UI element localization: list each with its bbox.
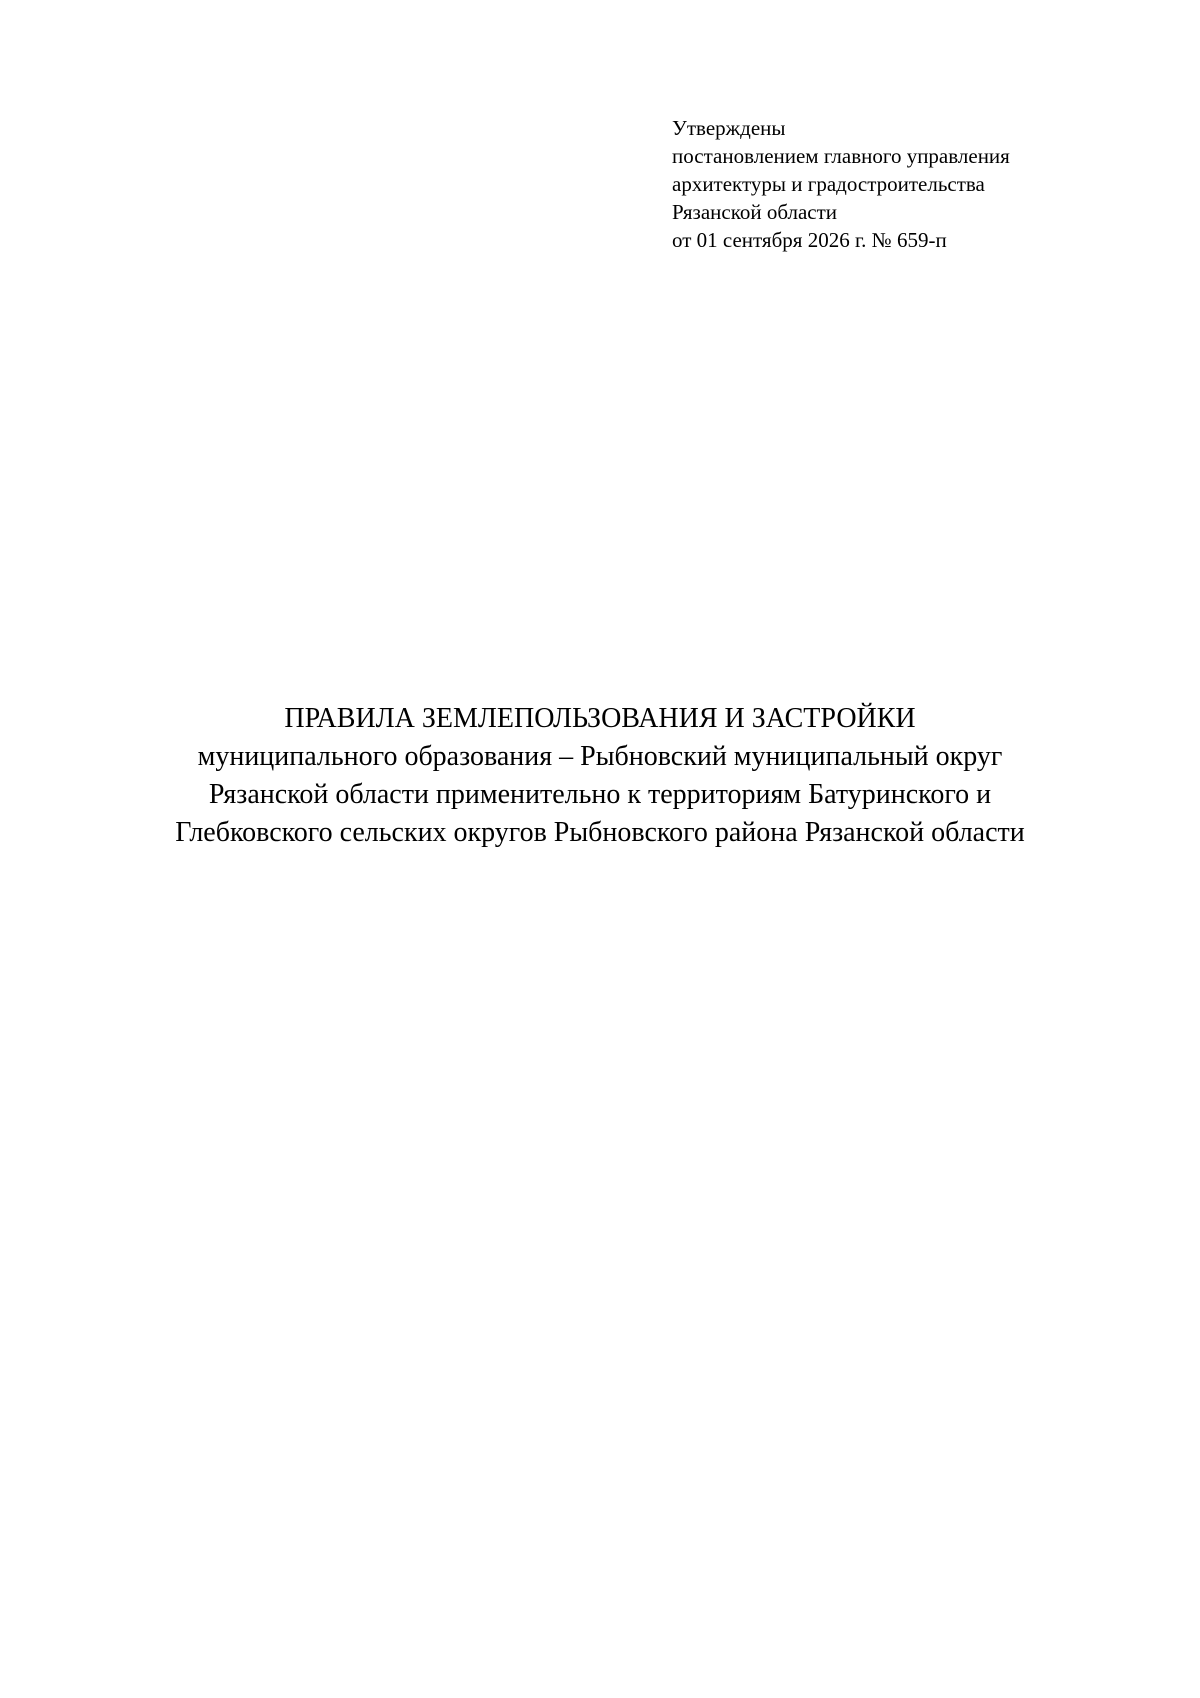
approval-stamp-block <box>672 114 1152 254</box>
approval-issuer-line-2: архитектуры и градостроительства <box>672 172 985 196</box>
document-subtitle-line-2: Рязанской области применительно к территориям Батуринского и <box>208 779 992 810</box>
document-subtitle-line-3: Глебковского сельских округов Рыбновского района Рязанской области <box>175 817 1025 848</box>
document-title: ПРАВИЛА ЗЕМЛЕПОЛЬЗОВАНИЯ И ЗАСТРОЙКИ <box>284 703 916 734</box>
approval-status: Утверждены <box>672 116 786 140</box>
document-subtitle-line-1: муниципального образования – Рыбновский муниципальный округ <box>197 741 1003 772</box>
approval-date-number: от 01 сентября 2026 г. № 659-п <box>672 228 947 252</box>
document-title-block <box>0 700 1200 852</box>
approval-region: Рязанской области <box>672 200 838 224</box>
approval-issuer-line-1: постановлением главного управления <box>672 144 1010 168</box>
